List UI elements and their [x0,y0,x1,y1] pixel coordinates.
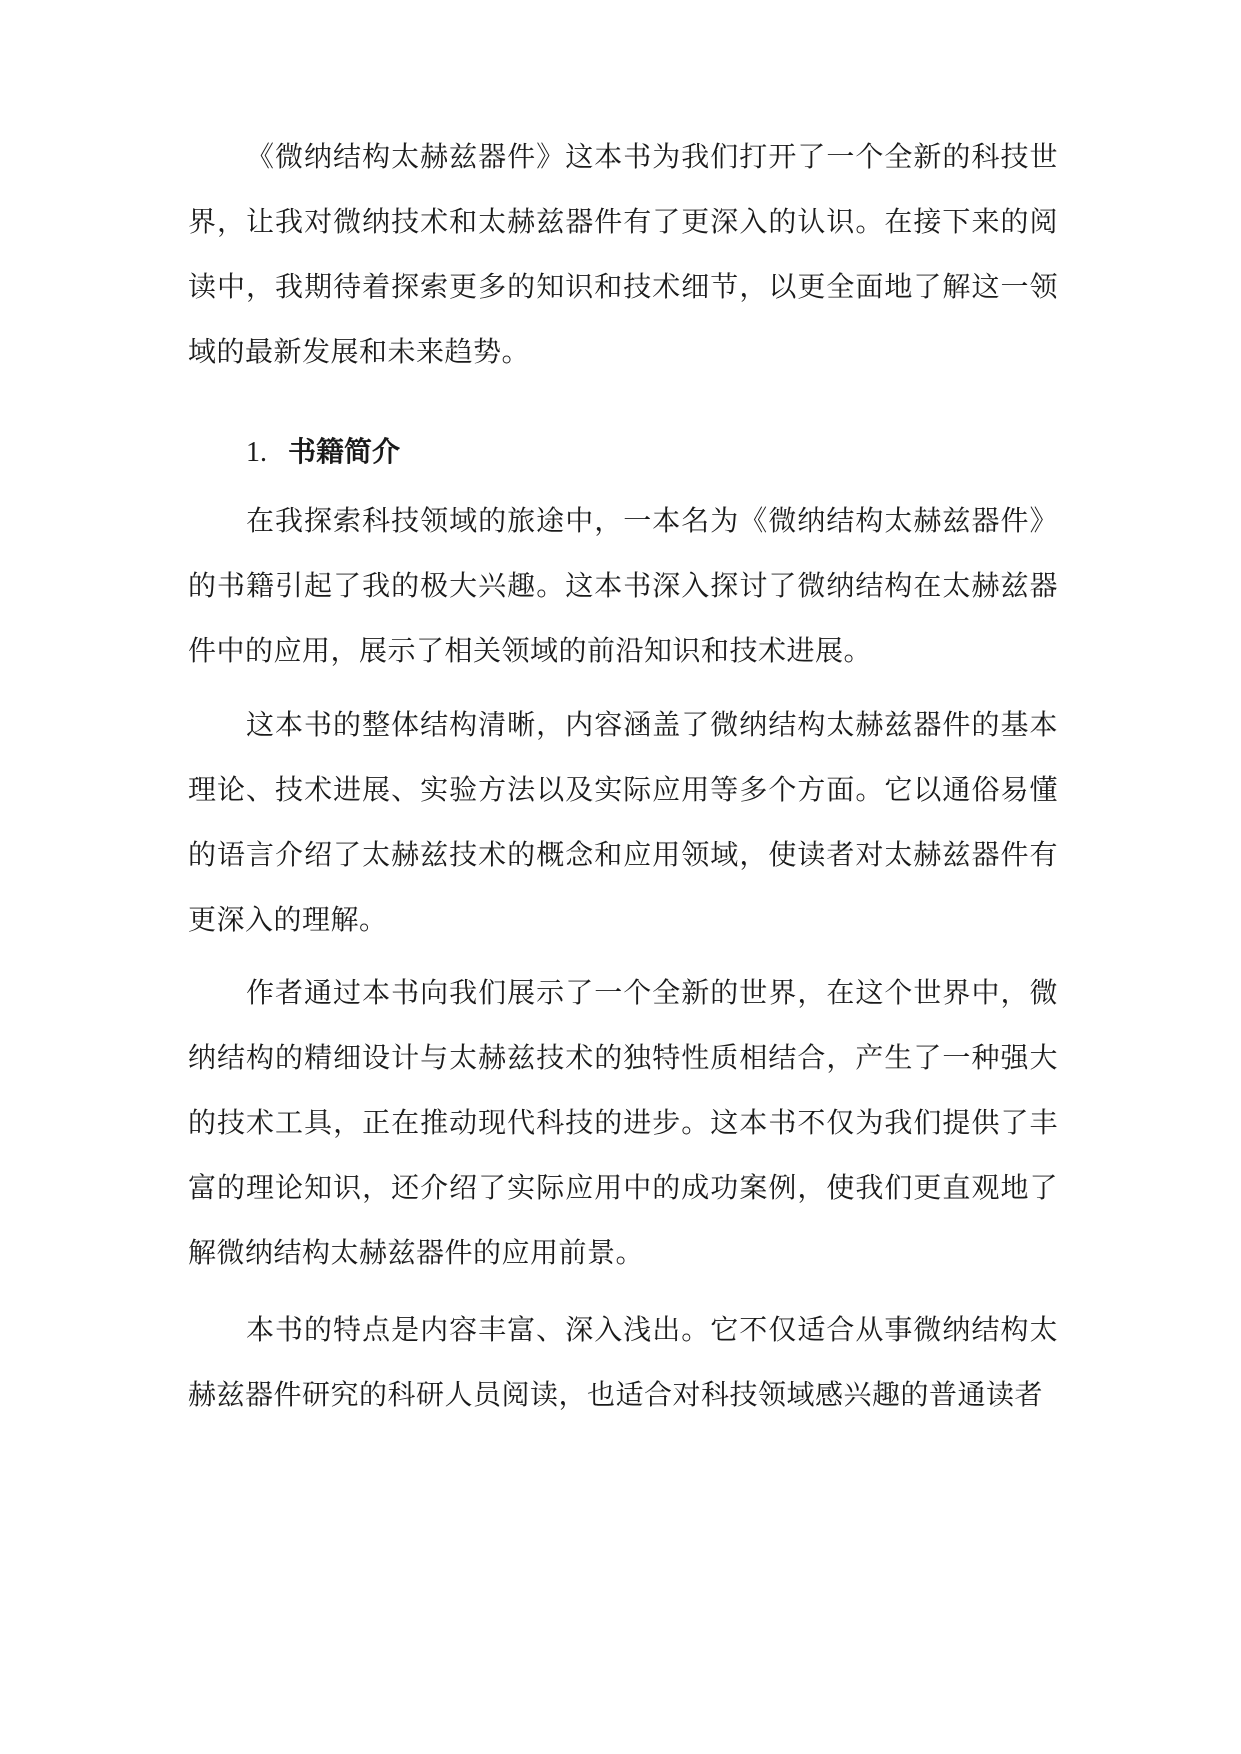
section-title: 书籍简介 [288,435,401,468]
section-number: 1. [246,437,267,468]
body-paragraph: 在我探索科技领域的旅途中，一本名为《微纳结构太赫兹器件》的书籍引起了我的极大兴趣。这本书深入探讨了微纳结构在太赫兹器件中的应用，展示了相关领域的前沿知识和技术进展。 [188,504,1058,667]
intro-paragraph: 《微纳结构太赫兹器件》这本书为我们打开了一个全新的科技世界，让我对微纳技术和太赫兹器件有了更深入的认识。在接下来的阅读中，我期待着探索更多的知识和技术细节，以更全面地了解这一领域的最新发展和未来趋势。 [188,140,1058,368]
body-paragraph: 这本书的整体结构清晰，内容涵盖了微纳结构太赫兹器件的基本理论、技术进展、实验方法以及实际应用等多个方面。它以通俗易懂的语言介绍了太赫兹技术的概念和应用领域，使读者对太赫兹器件有更深入的理解。 [188,708,1058,936]
body-paragraph: 本书的特点是内容丰富、深入浅出。它不仅适合从事微纳结构太赫兹器件研究的科研人员阅读，也适合对科技领域感兴趣的普通读者 [188,1313,1058,1411]
body-paragraph: 作者通过本书向我们展示了一个全新的世界，在这个世界中，微纳结构的精细设计与太赫兹技术的独特性质相结合，产生了一种强大的技术工具，正在推动现代科技的进步。这本书不仅为我们提供了丰富的理论知识，还介绍了实际应用中的成功案例，使我们更直观地了解微纳结构太赫兹器件的应用前景。 [188,976,1058,1269]
section-heading [246,432,400,473]
